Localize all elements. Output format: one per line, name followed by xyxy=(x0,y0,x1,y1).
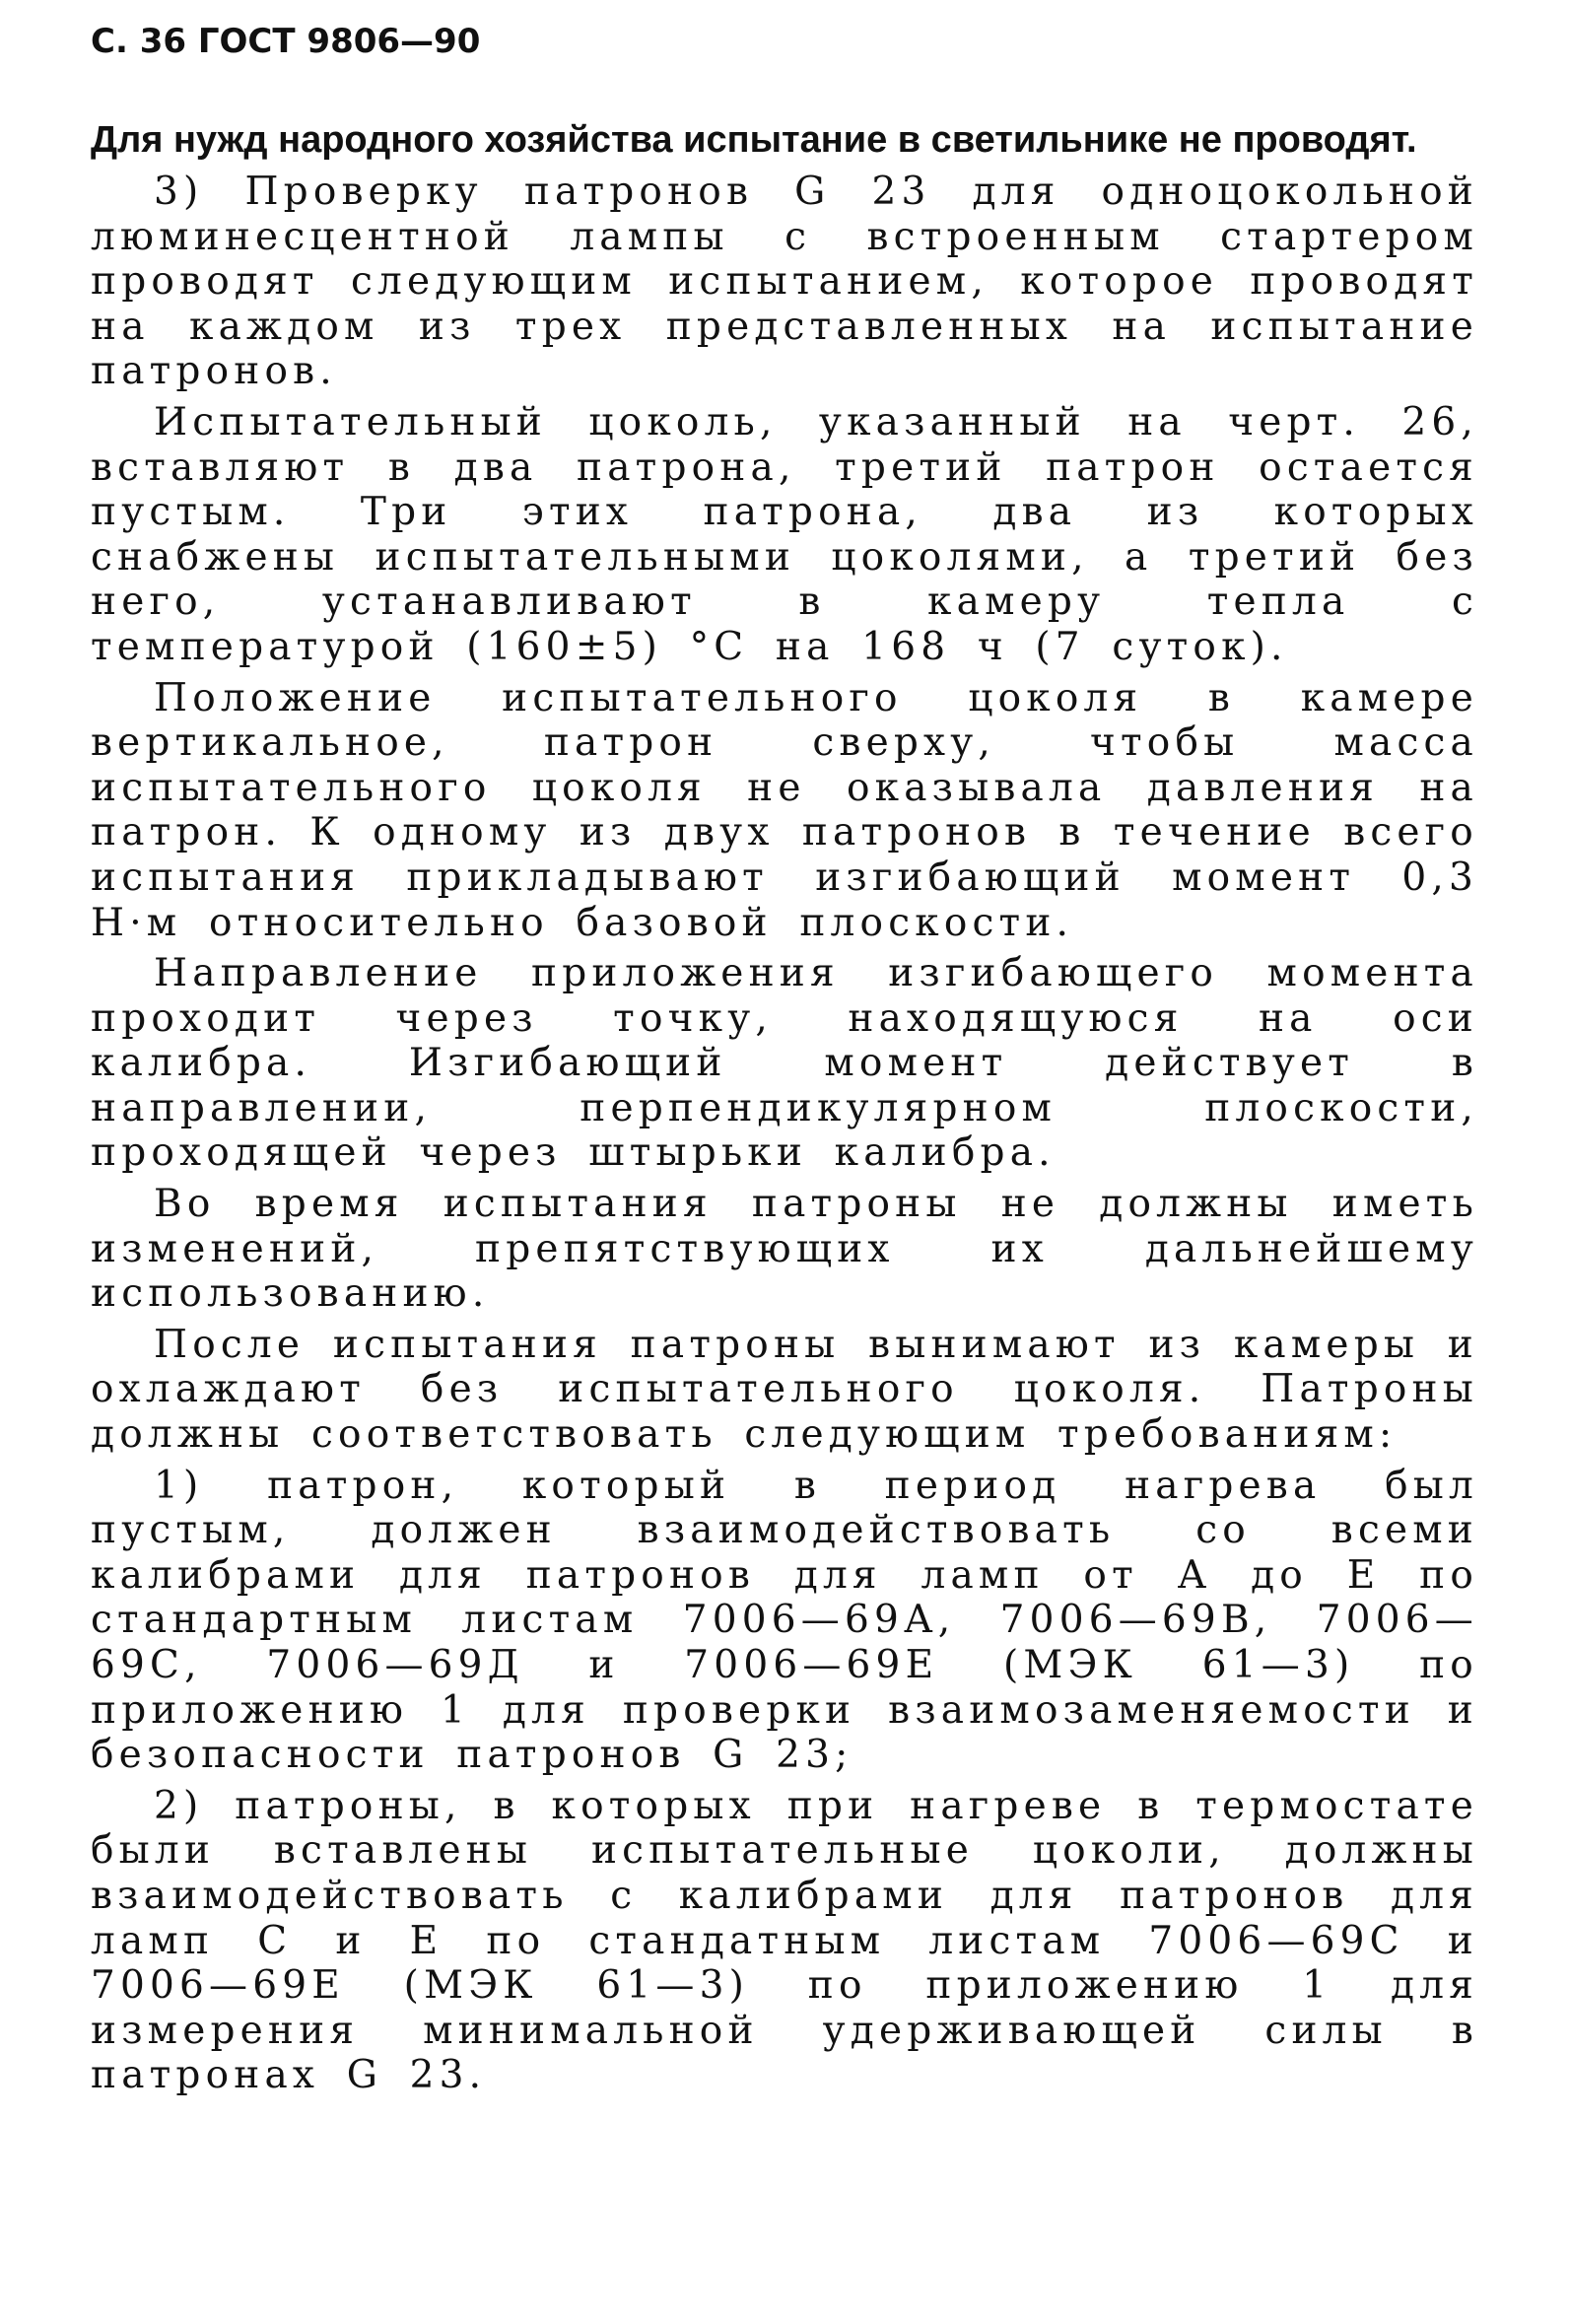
paragraph-requirement-1: 1) патрон, который в период нагрева был пустым, должен взаимодействовать со всеми калибрами для патронов для ламп от А до Е по стандартным листам 7006—69А, 7006—69В, 7006—69С, 7006—69Д и 7006—69Е (МЭК 61—3) по приложению 1 для проверки взаимозаменяемости и безопасности патронов G 23; xyxy=(91,1463,1478,1778)
paragraph-cap-position: Положение испытательного цоколя в камере вертикальное, патрон сверху, чтобы масса испытательного цоколя не оказывала давления на патрон. К одному из двух патронов в течение всего испытания прикладывают изгибающий момент 0,3 Н·м относительно базовой плоскости. xyxy=(91,675,1478,945)
paragraph-no-changes: Во время испытания патроны не должны иметь изменений, препятствующих их дальнейшему использованию. xyxy=(91,1182,1478,1317)
document-page xyxy=(91,18,1478,2098)
paragraph-requirement-2: 2) патроны, в которых при нагреве в термостате были вставлены испытательные цоколи, должны взаимодействовать с калибрами для патронов для ламп С и Е по стандатным листам 7006—69С и 7006—69Е (МЭК 61—3) по приложению 1 для измерения минимальной удерживающей силы в патронах G 23. xyxy=(91,1783,1478,2098)
paragraph-test-cap: Испытательный цоколь, указанный на черт. 26, вставляют в два патрона, третий патрон остается пустым. Три этих патрона, два из которых снабжены испытательными цоколями, а третий без него, устанавливают в камеру тепла с температурой (160±5) °С на 168 ч (7 суток). xyxy=(91,399,1478,669)
paragraph-check-g23: 3) Проверку патронов G 23 для одноцокольной люминесцентной лампы с встроенным стартером проводят следующим испытанием, которое проводят на каждом из трех представленных на испытание патронов. xyxy=(91,170,1478,394)
paragraph-bending-direction: Направление приложения изгибающего момента проходит через точку, находящуюся на оси калибра. Изгибающий момент действует в направлении, перпендикулярном плоскости, проходящей через штырьки калибра. xyxy=(91,951,1478,1176)
page-header: С. 36 ГОСТ 9806—90 xyxy=(91,22,481,61)
lead-sentence: Для нужд народного хозяйства испытание в светильнике не проводят. xyxy=(91,119,1417,161)
paragraph-after-test: После испытания патроны вынимают из камеры и охлаждают без испытательного цоколя. Патроны должны соответствовать следующим требованиям: xyxy=(91,1322,1478,1458)
